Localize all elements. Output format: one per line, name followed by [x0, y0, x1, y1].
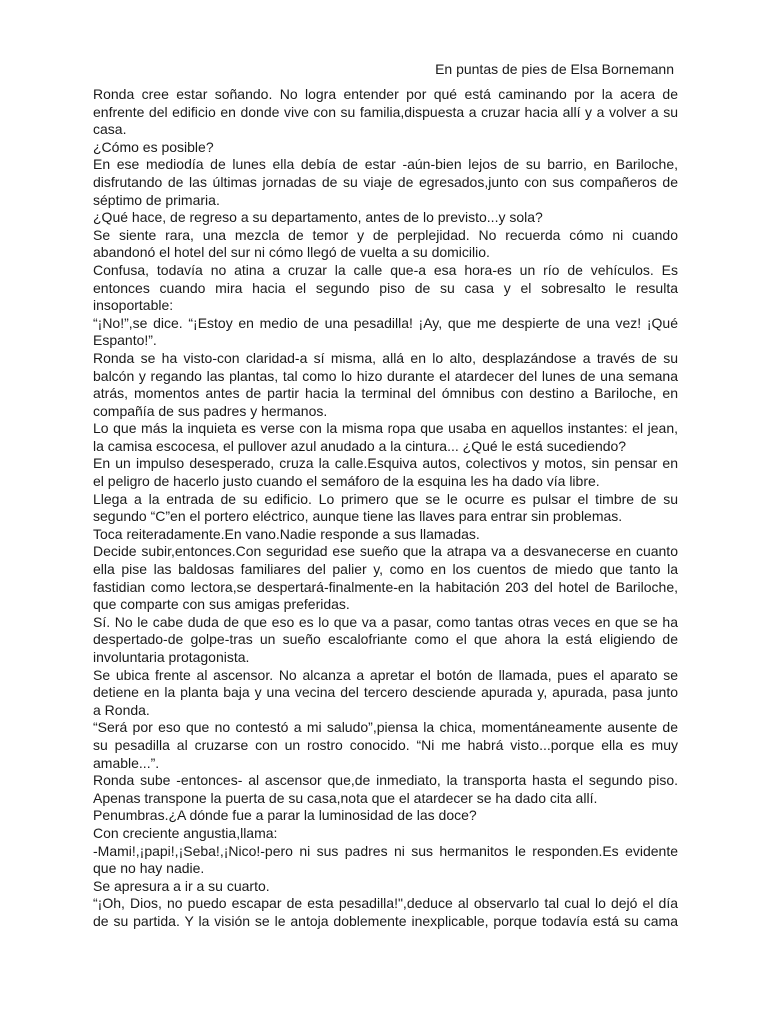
text-line: Toca reiteradamente.En vano.Nadie responde a sus llamadas. — [93, 525, 480, 542]
text-line: séptimo de primaria. — [93, 191, 220, 208]
text-line: Penumbras.¿A dónde fue a parar la luminosidad de las doce? — [93, 807, 477, 824]
text-line: disfrutando de las últimas jornadas de su viaje de egresados,junto con sus compañeros de — [93, 173, 678, 190]
text-line: ella pise las baldosas familiares del palier y, como en los cuentos de miedo que tanto la — [93, 561, 678, 578]
text-line: segundo “C”en el portero eléctrico, aunque tiene las llaves para entrar sin problemas. — [93, 508, 623, 525]
text-line: atrás, momentos antes de partir hacia la terminal del ómnibus con destino a Bariloche, en — [93, 385, 678, 402]
text-line: Llega a la entrada de su edificio. Lo primero que se le ocurre es pulsar el timbre de su — [93, 490, 678, 507]
text-line: Con creciente angustia,llama: — [93, 824, 278, 841]
text-line: Se siente rara, una mezcla de temor y de perplejidad. No recuerda cómo ni cuando — [93, 226, 678, 243]
text-line: Lo que más la inquieta es verse con la misma ropa que usaba en aquellos instantes: el jean, — [93, 420, 678, 437]
text-line: Ronda cree estar soñando. No logra entender por qué está caminando por la acera de — [93, 86, 678, 102]
text-line: Decide subir,entonces.Con seguridad ese sueño que la atrapa va a desvanecerse en cuanto — [93, 543, 678, 560]
text-line: “¡Oh, Dios, no puedo escapar de esta pesadilla!",deduce al observarlo tal cual lo dejó el día — [93, 895, 678, 912]
text-line: Ronda sube -entonces- al ascensor que,de inmediato, la transporta hasta el segundo piso. — [93, 772, 678, 789]
text-line: Confusa, todavía no atina a cruzar la calle que-a esa hora-es un río de vehículos. Es — [93, 261, 678, 278]
text-line: Se ubica frente al ascensor. No alcanza a apretar el botón de llamada, pues el aparato se — [93, 666, 678, 683]
text-line: fastidian como lectora,se despertará-finalmente-en la habitación 203 del hotel de Bariloche, — [93, 578, 678, 595]
text-line: de su partida. Y la visión se le antoja doblemente inexplicable, porque todavía está su cama — [93, 912, 678, 929]
text-line: la camisa escocesa, el pullover azul anudado a la cintura... ¿Qué le está sucediendo? — [93, 437, 627, 454]
text-line: el peligro de hacerlo justo cuando el semáforo de la esquina les ha dado vía libre. — [93, 473, 600, 490]
text-line: que comparte con sus amigas preferidas. — [93, 596, 350, 613]
text-line: En un impulso desesperado, cruza la calle.Esquiva autos, colectivos y motos, sin pensar en — [93, 455, 678, 472]
text-line: que no hay nadie. — [93, 860, 205, 877]
text-line: enfrente del edificio en donde vive con su familia,dispuesta a cruzar hacia allí y a volver a su — [93, 103, 678, 120]
text-line: Ronda se ha visto-con claridad-a sí misma, allá en lo alto, desplazándose a través de su — [93, 349, 678, 366]
text-line: detiene en la planta baja y una vecina del tercero desciende apurada y, apurada, pasa junto — [93, 684, 678, 701]
text-line: casa. — [93, 121, 127, 138]
text-line: despertado-de golpe-tras un sueño escalofriante como el que ahora la está eligiendo de — [93, 631, 678, 648]
text-line: -Mami!,¡papi!,¡Seba!,¡Nico!-pero ni sus padres ni sus hermanitos le responden.Es evidente — [93, 842, 678, 859]
document-header-title: En puntas de pies de Elsa Bornemann — [435, 61, 674, 77]
text-line: involuntaria protagonista. — [93, 649, 250, 665]
text-line: ¿Cómo es posible? — [93, 138, 214, 155]
story-body — [93, 86, 678, 931]
text-line: balcón y regando las plantas, tal como lo hizo durante el atardecer del lunes de una semana — [93, 367, 678, 384]
text-line: entonces cuando mira hacia el segundo piso de su casa y el sobresalto le resulta — [93, 279, 678, 296]
text-line: “Será por eso que no contestó a mi saludo”,piensa la chica, momentáneamente ausente de — [93, 719, 678, 736]
text-line: ¿Qué hace, de regreso a su departamento, antes de lo previsto...y sola? — [93, 209, 543, 226]
text-line: En ese mediodía de lunes ella debía de estar -aún-bien lejos de su barrio, en Bariloche, — [93, 156, 678, 173]
text-line: insoportable: — [93, 297, 174, 314]
text-line: a Ronda. — [93, 701, 150, 718]
text-line: compañía de sus padres y hermanos. — [93, 402, 328, 419]
text-line: Espanto!”. — [93, 332, 157, 349]
text-line: abandonó el hotel del sur ni cómo llegó de vuelta a su domicilio. — [93, 244, 490, 261]
text-line: Apenas transpone la puerta de su casa,nota que el atardecer se ha dado cita allí. — [93, 789, 598, 806]
text-line: Se apresura a ir a su cuarto. — [93, 877, 270, 894]
text-line: Sí. No le cabe duda de que eso es lo que va a pasar, como tantas otras veces en que se ha — [93, 613, 678, 630]
text-line: “¡No!”,se dice. “¡Estoy en medio de una pesadilla! ¡Ay, que me despierte de una vez! ¡Qué — [93, 314, 678, 331]
text-line: su pesadilla al cruzarse con un rostro conocido. “Ni me habrá visto...porque ella es muy — [93, 736, 678, 753]
text-line: amable...”. — [93, 754, 160, 771]
